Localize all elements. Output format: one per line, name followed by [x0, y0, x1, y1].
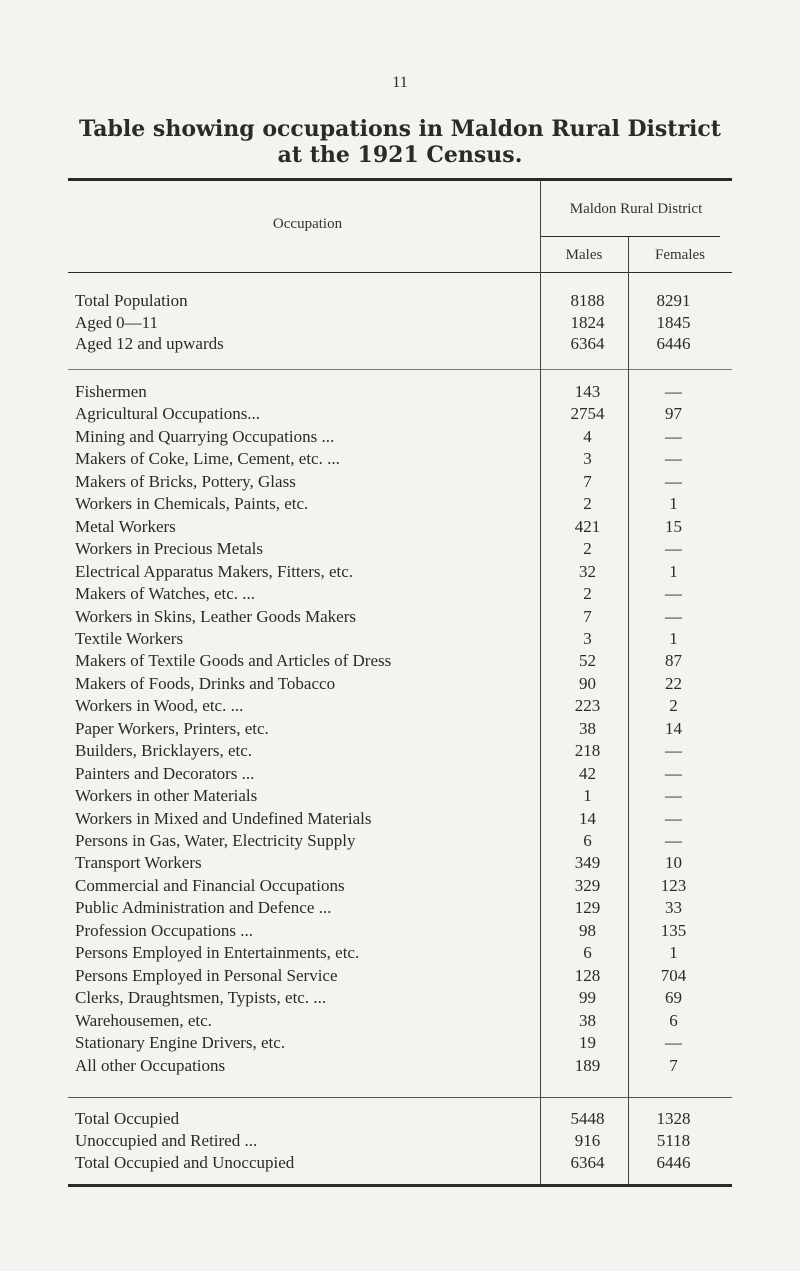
row-label: Unoccupied and Retired ...	[75, 1131, 258, 1150]
row-label: Mining and Quarrying Occupations ...	[75, 426, 335, 446]
males-value: 3	[583, 449, 592, 469]
females-value: 10	[665, 853, 682, 873]
table-row	[75, 516, 715, 537]
row-label: Aged 12 and upwards	[75, 334, 224, 353]
table-row	[75, 897, 715, 918]
table-row	[75, 1108, 715, 1129]
females-value: 1	[669, 943, 678, 963]
row-label: Workers in Skins, Leather Goods Makers	[75, 606, 356, 626]
females-value: 1	[669, 561, 678, 581]
females-value: 1845	[656, 312, 691, 332]
table-top-rule	[68, 178, 732, 181]
females-value: 1328	[656, 1109, 691, 1128]
row-label: Total Occupied	[75, 1109, 180, 1128]
males-value: 98	[579, 920, 596, 940]
females-value: 6446	[656, 1153, 691, 1172]
females-value: 1	[669, 628, 678, 648]
females-value: 69	[665, 988, 682, 1008]
row-label: Makers of Textile Goods and Articles of Dress	[75, 651, 392, 671]
males-value: 38	[579, 1010, 596, 1030]
row-label: Persons in Gas, Water, Electricity Supply	[75, 831, 356, 850]
row-label: Makers of Bricks, Pottery, Glass	[75, 471, 296, 491]
header-bottom-rule	[68, 272, 732, 273]
females-value: —	[665, 539, 682, 559]
row-label: Workers in Chemicals, Paints, etc.	[75, 494, 309, 514]
table-row	[75, 808, 715, 829]
males-value: 99	[579, 988, 596, 1008]
header-district: Maldon Rural District	[569, 201, 703, 217]
row-label: Workers in other Materials	[75, 786, 258, 806]
row-label: Total Occupied and Unoccupied	[75, 1153, 295, 1172]
females-value: —	[665, 763, 682, 783]
females-value: 2	[669, 696, 678, 716]
header-occupation: Occupation	[272, 216, 343, 232]
row-label: Builders, Bricklayers, etc.	[75, 741, 253, 761]
table-row	[75, 606, 715, 627]
males-value: 1824	[570, 312, 605, 332]
males-value: 223	[574, 696, 601, 716]
table-row	[75, 583, 715, 604]
males-value: 349	[574, 853, 601, 873]
row-label: Public Administration and Defence ...	[75, 898, 332, 918]
row-label: Paper Workers, Printers, etc.	[75, 718, 269, 738]
females-value: 97	[665, 404, 682, 424]
males-value: 6364	[570, 1153, 605, 1172]
females-value: —	[665, 426, 682, 446]
males-value: 1	[583, 786, 592, 806]
row-label: Makers of Watches, etc. ...	[75, 584, 256, 604]
table-row	[75, 987, 715, 1008]
table-row	[75, 493, 715, 514]
row-label: Textile Workers	[75, 628, 184, 648]
page-number: 11	[392, 74, 408, 91]
males-value: 421	[574, 516, 601, 536]
row-label: Profession Occupations ...	[75, 920, 254, 940]
row-label: Warehousemen, etc.	[75, 1010, 212, 1030]
table-row	[75, 1055, 715, 1076]
row-label: Electrical Apparatus Makers, Fitters, etc.	[75, 561, 354, 581]
females-value: 33	[665, 898, 682, 918]
males-value: 6	[583, 831, 592, 850]
table-row	[75, 718, 715, 739]
females-value: —	[665, 449, 682, 469]
header-males: Males	[565, 247, 603, 263]
table-row	[75, 290, 715, 311]
table-row	[75, 830, 715, 851]
males-value: 3	[583, 628, 592, 648]
table-row	[75, 628, 715, 649]
table-row	[75, 403, 715, 424]
males-value: 6364	[570, 334, 605, 353]
table-row	[75, 852, 715, 873]
row-label: Commercial and Financial Occupations	[75, 875, 345, 895]
row-label: Fishermen	[75, 382, 147, 401]
males-value: 189	[574, 1055, 601, 1075]
females-value: —	[665, 741, 682, 761]
females-value: 22	[665, 673, 682, 693]
females-value: —	[665, 606, 682, 626]
row-label: Makers of Foods, Drinks and Tobacco	[75, 673, 336, 693]
table-row	[75, 785, 715, 806]
table-row	[75, 1032, 715, 1053]
table-row	[75, 312, 715, 333]
males-value: 19	[579, 1033, 596, 1053]
males-value: 6	[583, 943, 592, 963]
table-row	[75, 965, 715, 986]
females-value: 135	[660, 920, 687, 940]
females-value: —	[665, 831, 682, 850]
males-value: 329	[574, 875, 601, 895]
table-row	[75, 875, 715, 896]
females-value: —	[665, 584, 682, 604]
males-value: 42	[579, 763, 596, 783]
females-value: 6446	[656, 334, 691, 353]
row-label: Persons Employed in Personal Service	[75, 965, 338, 985]
table-row	[75, 426, 715, 447]
table-row	[75, 650, 715, 671]
row-label: Aged 0—11	[75, 312, 158, 332]
title-line-1: Table showing occupations in Maldon Rural District	[79, 116, 721, 142]
table-row	[75, 448, 715, 469]
females-value: 15	[665, 516, 682, 536]
males-value: 2754	[570, 404, 605, 424]
females-value: —	[665, 382, 682, 401]
header-females: Females	[655, 247, 705, 263]
row-label: Persons Employed in Entertainments, etc.	[75, 943, 360, 963]
occupations-bottom-rule	[68, 1097, 732, 1098]
table-row	[75, 471, 715, 492]
section1-bottom-rule	[68, 369, 732, 370]
row-label: Workers in Mixed and Undefined Materials	[75, 808, 372, 828]
table-row	[75, 333, 715, 354]
females-value: 7	[669, 1055, 678, 1075]
row-label: Stationary Engine Drivers, etc.	[75, 1033, 286, 1053]
row-label: Workers in Wood, etc. ...	[75, 696, 244, 716]
row-label: All other Occupations	[75, 1055, 226, 1075]
table-row	[75, 673, 715, 694]
table-row	[75, 1152, 715, 1173]
row-label: Painters and Decorators ...	[75, 763, 255, 783]
row-label: Workers in Precious Metals	[75, 539, 263, 559]
table-row	[75, 920, 715, 941]
table-bottom-rule	[68, 1184, 732, 1187]
females-value: —	[665, 786, 682, 806]
males-value: 7	[583, 471, 592, 491]
females-value: 5118	[656, 1131, 691, 1150]
table-row	[75, 538, 715, 559]
row-label: Metal Workers	[75, 516, 176, 536]
females-value: —	[665, 1033, 682, 1053]
males-value: 14	[579, 808, 596, 828]
table-row	[75, 561, 715, 582]
females-value: 123	[660, 875, 687, 895]
males-value: 5448	[570, 1109, 605, 1128]
males-value: 143	[574, 382, 601, 401]
males-value: 218	[574, 741, 601, 761]
row-label: Makers of Coke, Lime, Cement, etc. ...	[75, 449, 340, 469]
males-value: 7	[583, 606, 592, 626]
females-value: 704	[660, 965, 687, 985]
females-value: 87	[665, 651, 682, 671]
subheader-rule	[540, 236, 720, 237]
females-value: —	[665, 808, 682, 828]
table-row	[75, 1010, 715, 1031]
page-title	[0, 116, 800, 168]
table-row	[75, 695, 715, 716]
table-row	[75, 740, 715, 761]
males-value: 4	[583, 426, 592, 446]
title-line-2: at the 1921 Census.	[277, 142, 523, 168]
females-value: —	[665, 471, 682, 491]
row-label: Total Population	[75, 291, 188, 310]
males-value: 2	[583, 584, 592, 604]
table-row	[75, 381, 715, 402]
males-value: 2	[583, 539, 592, 559]
males-value: 90	[579, 673, 596, 693]
males-value: 32	[579, 561, 596, 581]
males-value: 2	[583, 494, 592, 514]
females-value: 6	[669, 1010, 678, 1030]
males-value: 916	[574, 1131, 601, 1150]
males-value: 38	[579, 718, 596, 738]
row-label: Clerks, Draughtsmen, Typists, etc. ...	[75, 988, 327, 1008]
females-value: 1	[669, 494, 678, 514]
females-value: 8291	[656, 291, 691, 310]
table-row	[75, 1130, 715, 1151]
females-value: 14	[665, 718, 682, 738]
males-value: 128	[574, 965, 601, 985]
row-label: Transport Workers	[75, 853, 202, 873]
table-row	[75, 763, 715, 784]
males-value: 52	[579, 651, 596, 671]
row-label: Agricultural Occupations...	[75, 404, 261, 424]
males-value: 129	[574, 898, 601, 918]
males-value: 8188	[570, 291, 605, 310]
table-row	[75, 942, 715, 963]
